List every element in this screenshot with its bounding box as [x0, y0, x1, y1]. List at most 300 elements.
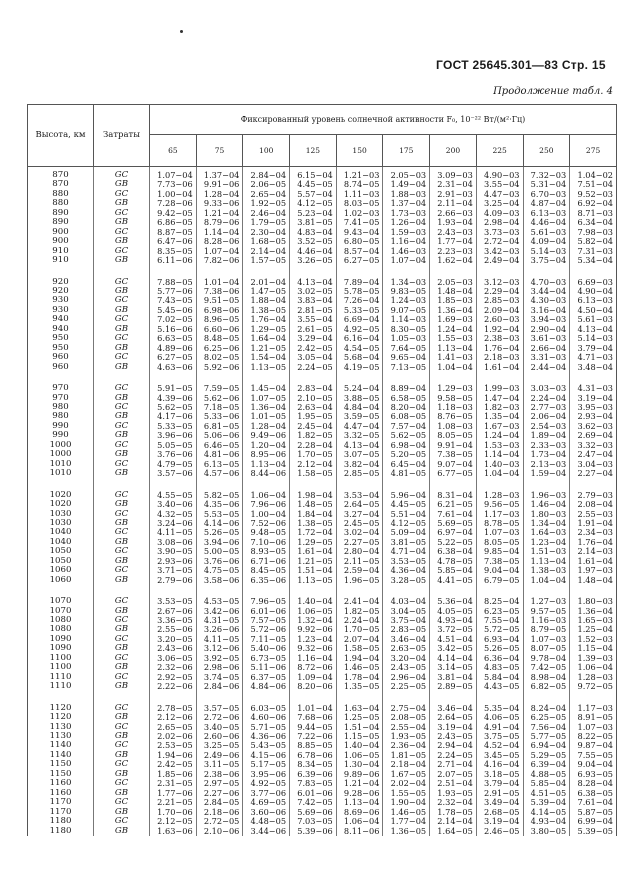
density-value-cell: 1.01−05	[243, 412, 290, 421]
density-value-cell: 1.63−04	[336, 704, 383, 713]
density-value-cell: 7.55−04	[476, 616, 523, 625]
density-value-cell: 2.01−04	[243, 278, 290, 287]
table-row	[28, 306, 617, 315]
spacer-cell	[150, 692, 197, 704]
density-value-cell: 3.75−05	[476, 732, 523, 741]
density-value-cell: 3.25−05	[196, 741, 243, 750]
density-value-cell: 7.42−05	[523, 663, 570, 672]
density-value-cell: 1.93−05	[430, 789, 477, 798]
mode-cell: GB	[94, 770, 150, 779]
density-value-cell: 9.92−06	[290, 625, 337, 634]
density-value-cell: 2.05−03	[383, 167, 430, 181]
density-value-cell: 1.06−05	[290, 607, 337, 616]
density-value-cell: 8.03−05	[336, 199, 383, 208]
table-row	[28, 827, 617, 836]
density-value-cell: 2.29−04	[476, 287, 523, 296]
density-value-cell: 2.14−04	[243, 247, 290, 256]
table-row	[28, 808, 617, 817]
density-value-cell: 5.62−05	[150, 403, 197, 412]
density-value-cell: 5.34−04	[570, 256, 617, 265]
density-value-cell: 2.24−05	[290, 363, 337, 372]
col-mode-header: Затраты	[94, 105, 150, 167]
density-value-cell: 7.89−04	[336, 278, 383, 287]
density-value-cell: 1.21−04	[196, 209, 243, 218]
density-value-cell: 1.51−03	[523, 547, 570, 556]
spacer-cell	[430, 266, 477, 278]
density-value-cell: 5.57−04	[290, 190, 337, 199]
density-value-cell: 1.36−04	[243, 403, 290, 412]
density-value-cell: 7.22−06	[290, 732, 337, 741]
density-value-cell: 6.13−05	[196, 460, 243, 469]
density-value-cell: 9.52−03	[570, 190, 617, 199]
spacer-cell	[523, 372, 570, 384]
altitude-cell: 1020	[28, 491, 94, 500]
density-value-cell: 8.72−06	[290, 663, 337, 672]
density-value-cell: 2.14−04	[430, 817, 477, 826]
spacer-cell	[570, 266, 617, 278]
density-value-cell: 1.00−04	[150, 190, 197, 199]
density-value-cell: 2.13−03	[523, 460, 570, 469]
density-value-cell: 2.34−03	[570, 528, 617, 537]
density-value-cell: 1.06−05	[336, 751, 383, 760]
altitude-cell: 1170	[28, 808, 94, 817]
density-value-cell: 1.02−03	[336, 209, 383, 218]
density-value-cell: 1.63−06	[150, 827, 197, 836]
density-value-cell: 3.82−04	[336, 460, 383, 469]
table-row	[28, 682, 617, 691]
density-value-cell: 4.14−05	[523, 808, 570, 817]
density-value-cell: 2.12−04	[290, 460, 337, 469]
density-value-cell: 4.39−06	[150, 394, 197, 403]
density-value-cell: 5.31−04	[523, 180, 570, 189]
spacer-cell	[383, 372, 430, 384]
density-value-cell: 1.17−03	[570, 704, 617, 713]
density-value-cell: 5.23−04	[290, 209, 337, 218]
density-value-cell: 1.47−04	[476, 394, 523, 403]
density-value-cell: 1.48−04	[430, 287, 477, 296]
density-value-cell: 1.24−04	[430, 325, 477, 334]
density-value-cell: 3.44−06	[243, 827, 290, 836]
density-value-cell: 5.71−05	[243, 723, 290, 732]
spacer-cell	[476, 372, 523, 384]
spacer-cell	[243, 266, 290, 278]
density-value-cell: 6.60−06	[196, 325, 243, 334]
spacer-cell	[196, 266, 243, 278]
density-value-cell: 3.53−04	[336, 491, 383, 500]
density-value-cell: 3.29−04	[290, 334, 337, 343]
density-value-cell: 4.53−05	[196, 597, 243, 606]
density-value-cell: 2.08−05	[383, 713, 430, 722]
altitude-cell: 1020	[28, 500, 94, 509]
density-value-cell: 3.25−04	[476, 199, 523, 208]
mode-cell: GC	[94, 673, 150, 682]
altitude-cell: 1160	[28, 779, 94, 788]
spacer-cell	[476, 585, 523, 597]
density-value-cell: 2.22−06	[150, 682, 197, 691]
mode-cell: GC	[94, 441, 150, 450]
density-value-cell: 3.59−05	[336, 412, 383, 421]
density-value-cell: 1.28−03	[476, 491, 523, 500]
table-row	[28, 441, 617, 450]
density-value-cell: 3.02−05	[290, 287, 337, 296]
altitude-cell: 1050	[28, 547, 94, 556]
density-value-cell: 2.31−05	[150, 779, 197, 788]
density-value-cell: 4.91−04	[476, 723, 523, 732]
density-value-cell: 5.11−06	[243, 663, 290, 672]
density-value-cell: 2.63−04	[290, 403, 337, 412]
table-row	[28, 199, 617, 208]
density-value-cell: 1.99−03	[476, 384, 523, 393]
altitude-cell: 1080	[28, 616, 94, 625]
density-value-cell: 8.48−05	[196, 334, 243, 343]
density-value-cell: 3.11−05	[196, 760, 243, 769]
table-row	[28, 635, 617, 644]
spacer-cell	[476, 692, 523, 704]
density-value-cell: 2.72−06	[196, 713, 243, 722]
table-row	[28, 500, 617, 509]
density-value-cell: 1.21−03	[336, 167, 383, 181]
density-value-cell: 3.60−06	[243, 808, 290, 817]
density-value-cell: 5.33−06	[196, 412, 243, 421]
altitude-cell: 1160	[28, 789, 94, 798]
density-value-cell: 3.79−04	[476, 779, 523, 788]
spacer-cell	[570, 585, 617, 597]
density-value-cell: 3.18−05	[476, 770, 523, 779]
density-value-cell: 9.07−04	[430, 460, 477, 469]
density-value-cell: 6.35−06	[243, 576, 290, 585]
density-value-cell: 3.73−03	[476, 228, 523, 237]
spacer-cell	[28, 372, 94, 384]
density-value-cell: 1.01−04	[290, 704, 337, 713]
density-value-cell: 3.19−04	[570, 394, 617, 403]
density-value-cell: 1.70−05	[290, 450, 337, 459]
density-value-cell: 8.93−05	[243, 547, 290, 556]
density-value-cell: 7.96−06	[243, 500, 290, 509]
spacer-cell	[336, 266, 383, 278]
density-value-cell: 3.19−04	[430, 723, 477, 732]
mode-cell: GB	[94, 431, 150, 440]
density-value-cell: 4.88−05	[523, 770, 570, 779]
density-value-cell: 1.39−03	[570, 654, 617, 663]
spacer-cell	[383, 692, 430, 704]
print-speck	[180, 30, 183, 33]
flux-value-header: 125	[290, 135, 337, 167]
mode-cell: GC	[94, 798, 150, 807]
density-value-cell: 1.82−05	[336, 607, 383, 616]
density-value-cell: 3.88−05	[336, 394, 383, 403]
density-value-cell: 1.95−05	[290, 412, 337, 421]
density-value-cell: 8.22−05	[570, 732, 617, 741]
density-value-cell: 4.13−04	[336, 441, 383, 450]
altitude-cell: 1030	[28, 510, 94, 519]
density-value-cell: 6.38−04	[430, 547, 477, 556]
density-value-cell: 7.83−05	[290, 779, 337, 788]
density-value-cell: 2.59−04	[336, 566, 383, 575]
density-value-cell: 6.08−05	[383, 412, 430, 421]
spacer-cell	[430, 372, 477, 384]
group-spacer	[28, 266, 617, 278]
density-value-cell: 6.86−05	[150, 218, 197, 227]
density-value-cell: 7.51−04	[570, 180, 617, 189]
density-value-cell: 6.01−06	[243, 607, 290, 616]
table-row	[28, 770, 617, 779]
density-value-cell: 4.35−06	[196, 500, 243, 509]
density-value-cell: 1.76−04	[476, 344, 523, 353]
table-row	[28, 237, 617, 246]
altitude-cell: 910	[28, 256, 94, 265]
density-value-cell: 5.17−05	[243, 760, 290, 769]
density-value-cell: 1.64−05	[430, 827, 477, 836]
mode-cell: GC	[94, 315, 150, 324]
density-value-cell: 2.31−04	[430, 180, 477, 189]
altitude-cell: 1010	[28, 469, 94, 478]
density-value-cell: 1.23−04	[523, 538, 570, 547]
density-value-cell: 3.92−05	[196, 654, 243, 663]
density-value-cell: 7.28−06	[150, 199, 197, 208]
density-value-cell: 2.10−06	[196, 827, 243, 836]
density-value-cell: 1.59−03	[383, 228, 430, 237]
spacer-cell	[150, 585, 197, 597]
density-value-cell: 1.61−04	[290, 547, 337, 556]
density-value-cell: 5.33−05	[336, 306, 383, 315]
spacer-cell	[290, 692, 337, 704]
density-value-cell: 3.19−04	[476, 817, 523, 826]
density-value-cell: 4.32−05	[150, 510, 197, 519]
altitude-cell: 930	[28, 306, 94, 315]
table-row	[28, 779, 617, 788]
density-value-cell: 1.78−05	[430, 808, 477, 817]
mode-cell: GB	[94, 538, 150, 547]
density-value-cell: 3.12−03	[476, 278, 523, 287]
density-value-cell: 6.82−05	[523, 682, 570, 691]
density-value-cell: 4.83−04	[290, 228, 337, 237]
altitude-cell: 1090	[28, 644, 94, 653]
density-value-cell: 5.26−05	[196, 528, 243, 537]
density-value-cell: 9.72−05	[570, 682, 617, 691]
altitude-cell: 980	[28, 412, 94, 421]
mode-cell: GC	[94, 760, 150, 769]
density-value-cell: 4.13−04	[570, 325, 617, 334]
spacer-cell	[28, 266, 94, 278]
density-value-cell: 2.23−03	[430, 247, 477, 256]
mode-cell: GB	[94, 256, 150, 265]
density-value-cell: 5.84−04	[476, 673, 523, 682]
flux-value-header: 150	[336, 135, 383, 167]
density-value-cell: 8.28−06	[196, 237, 243, 246]
density-value-cell: 3.40−06	[150, 500, 197, 509]
density-value-cell: 4.36−04	[383, 566, 430, 575]
density-value-cell: 2.55−04	[383, 723, 430, 732]
density-value-cell: 4.50−04	[570, 306, 617, 315]
altitude-cell: 890	[28, 209, 94, 218]
density-value-cell: 1.08−03	[430, 422, 477, 431]
mode-cell: GC	[94, 510, 150, 519]
mode-cell: GC	[94, 296, 150, 305]
mode-cell: GC	[94, 353, 150, 362]
density-value-cell: 1.28−03	[570, 673, 617, 682]
density-value-cell: 4.36−06	[243, 732, 290, 741]
density-value-cell: 2.55−06	[150, 625, 197, 634]
density-value-cell: 1.25−05	[336, 713, 383, 722]
density-value-cell: 2.27−05	[336, 538, 383, 547]
density-value-cell: 4.45−05	[383, 500, 430, 509]
density-value-cell: 2.72−05	[196, 817, 243, 826]
density-value-cell: 2.12−06	[150, 713, 197, 722]
altitude-cell: 1070	[28, 607, 94, 616]
density-value-cell: 8.44−06	[243, 469, 290, 478]
density-value-cell: 4.90−04	[570, 287, 617, 296]
density-value-cell: 6.27−05	[150, 353, 197, 362]
spacer-cell	[383, 266, 430, 278]
spacer-cell	[94, 266, 150, 278]
density-value-cell: 2.36−04	[383, 741, 430, 750]
density-value-cell: 5.85−04	[430, 566, 477, 575]
density-value-cell: 2.51−04	[430, 779, 477, 788]
density-value-cell: 1.24−03	[383, 296, 430, 305]
density-value-cell: 8.28−04	[570, 779, 617, 788]
density-value-cell: 2.81−05	[290, 306, 337, 315]
density-value-cell: 7.02−05	[150, 315, 197, 324]
mode-cell: GC	[94, 334, 150, 343]
density-value-cell: 1.13−04	[430, 344, 477, 353]
density-value-cell: 2.66−03	[430, 209, 477, 218]
table-row	[28, 741, 617, 750]
density-value-cell: 8.30−05	[383, 325, 430, 334]
density-value-cell: 7.31−03	[570, 247, 617, 256]
mode-cell: GC	[94, 654, 150, 663]
density-value-cell: 7.88−05	[150, 278, 197, 287]
table-row	[28, 760, 617, 769]
density-value-cell: 7.55−05	[570, 751, 617, 760]
density-value-cell: 4.60−06	[243, 713, 290, 722]
density-value-cell: 8.05−05	[430, 431, 477, 440]
altitude-cell: 1120	[28, 704, 94, 713]
density-value-cell: 1.41−03	[430, 353, 477, 362]
altitude-cell: 1080	[28, 625, 94, 634]
altitude-cell: 1040	[28, 538, 94, 547]
density-value-cell: 5.36−04	[430, 597, 477, 606]
mode-cell: GB	[94, 237, 150, 246]
density-value-cell: 1.13−05	[290, 576, 337, 585]
density-value-cell: 4.09−04	[523, 237, 570, 246]
density-value-cell: 9.04−04	[570, 760, 617, 769]
density-value-cell: 9.43−04	[336, 228, 383, 237]
density-value-cell: 3.95−06	[243, 770, 290, 779]
altitude-cell: 930	[28, 296, 94, 305]
density-value-cell: 1.09−04	[290, 673, 337, 682]
table-row	[28, 296, 617, 305]
table-row	[28, 384, 617, 393]
density-value-cell: 9.49−06	[243, 431, 290, 440]
density-value-cell: 2.46−05	[476, 827, 523, 836]
table-row	[28, 751, 617, 760]
density-value-cell: 3.48−04	[570, 363, 617, 372]
density-value-cell: 1.34−03	[383, 278, 430, 287]
density-value-cell: 4.92−05	[336, 325, 383, 334]
altitude-cell: 1150	[28, 760, 94, 769]
mode-cell: GC	[94, 597, 150, 606]
density-value-cell: 9.28−06	[336, 789, 383, 798]
density-value-cell: 1.94−04	[336, 654, 383, 663]
altitude-cell: 1170	[28, 798, 94, 807]
density-value-cell: 6.69−03	[570, 278, 617, 287]
mode-cell: GB	[94, 808, 150, 817]
altitude-cell: 990	[28, 422, 94, 431]
density-value-cell: 5.69−06	[290, 808, 337, 817]
mode-cell: GB	[94, 218, 150, 227]
density-value-cell: 2.45−05	[336, 519, 383, 528]
density-value-cell: 1.29−05	[243, 325, 290, 334]
density-value-cell: 6.11−06	[150, 256, 197, 265]
density-value-cell: 1.46−03	[383, 247, 430, 256]
spacer-cell	[94, 372, 150, 384]
spacer-cell	[336, 585, 383, 597]
density-value-cell: 1.82−03	[476, 403, 523, 412]
density-value-cell: 1.37−04	[196, 167, 243, 181]
flux-value-header: 225	[476, 135, 523, 167]
density-value-cell: 1.72−04	[290, 528, 337, 537]
mode-cell: GB	[94, 199, 150, 208]
density-value-cell: 6.73−05	[243, 654, 290, 663]
density-value-cell: 3.27−04	[336, 510, 383, 519]
density-value-cell: 2.45−04	[290, 422, 337, 431]
table-row	[28, 519, 617, 528]
density-value-cell: 3.26−05	[290, 256, 337, 265]
table-row	[28, 228, 617, 237]
altitude-cell: 1060	[28, 566, 94, 575]
mode-cell: GB	[94, 180, 150, 189]
density-value-cell: 1.07−03	[523, 635, 570, 644]
density-value-cell: 1.77−04	[383, 817, 430, 826]
altitude-cell: 1030	[28, 519, 94, 528]
spacer-cell	[430, 479, 477, 491]
density-value-cell: 5.29−05	[523, 751, 570, 760]
density-value-cell: 6.70−03	[523, 190, 570, 199]
density-value-cell: 6.15−04	[290, 167, 337, 181]
density-value-cell: 2.28−04	[290, 441, 337, 450]
table-row	[28, 673, 617, 682]
flux-value-header: 75	[196, 135, 243, 167]
spacer-cell	[243, 479, 290, 491]
density-value-cell: 9.58−05	[430, 394, 477, 403]
mode-cell: GB	[94, 363, 150, 372]
density-value-cell: 3.94−06	[196, 538, 243, 547]
density-value-cell: 4.89−06	[150, 344, 197, 353]
density-value-cell: 3.90−05	[150, 547, 197, 556]
density-value-cell: 1.51−04	[336, 723, 383, 732]
density-value-cell: 8.20−06	[290, 682, 337, 691]
density-value-cell: 7.26−04	[336, 296, 383, 305]
density-value-cell: 3.04−05	[383, 607, 430, 616]
density-value-cell: 4.11−05	[150, 528, 197, 537]
density-value-cell: 1.85−06	[150, 770, 197, 779]
flux-value-header: 65	[150, 135, 197, 167]
density-value-cell: 1.05−03	[383, 334, 430, 343]
density-value-cell: 2.49−06	[196, 751, 243, 760]
density-value-cell: 5.82−05	[196, 491, 243, 500]
density-value-cell: 3.42−06	[196, 607, 243, 616]
density-value-cell: 1.55−05	[383, 789, 430, 798]
density-value-cell: 1.38−03	[523, 566, 570, 575]
table-continuation-label: Продолжение табл. 4	[493, 86, 613, 97]
mode-cell: GC	[94, 209, 150, 218]
density-value-cell: 1.73−04	[523, 450, 570, 459]
density-value-cell: 1.49−04	[383, 180, 430, 189]
mode-cell: GC	[94, 779, 150, 788]
density-value-cell: 1.46−05	[336, 663, 383, 672]
density-value-cell: 4.09−03	[476, 209, 523, 218]
density-value-cell: 3.31−03	[523, 353, 570, 362]
